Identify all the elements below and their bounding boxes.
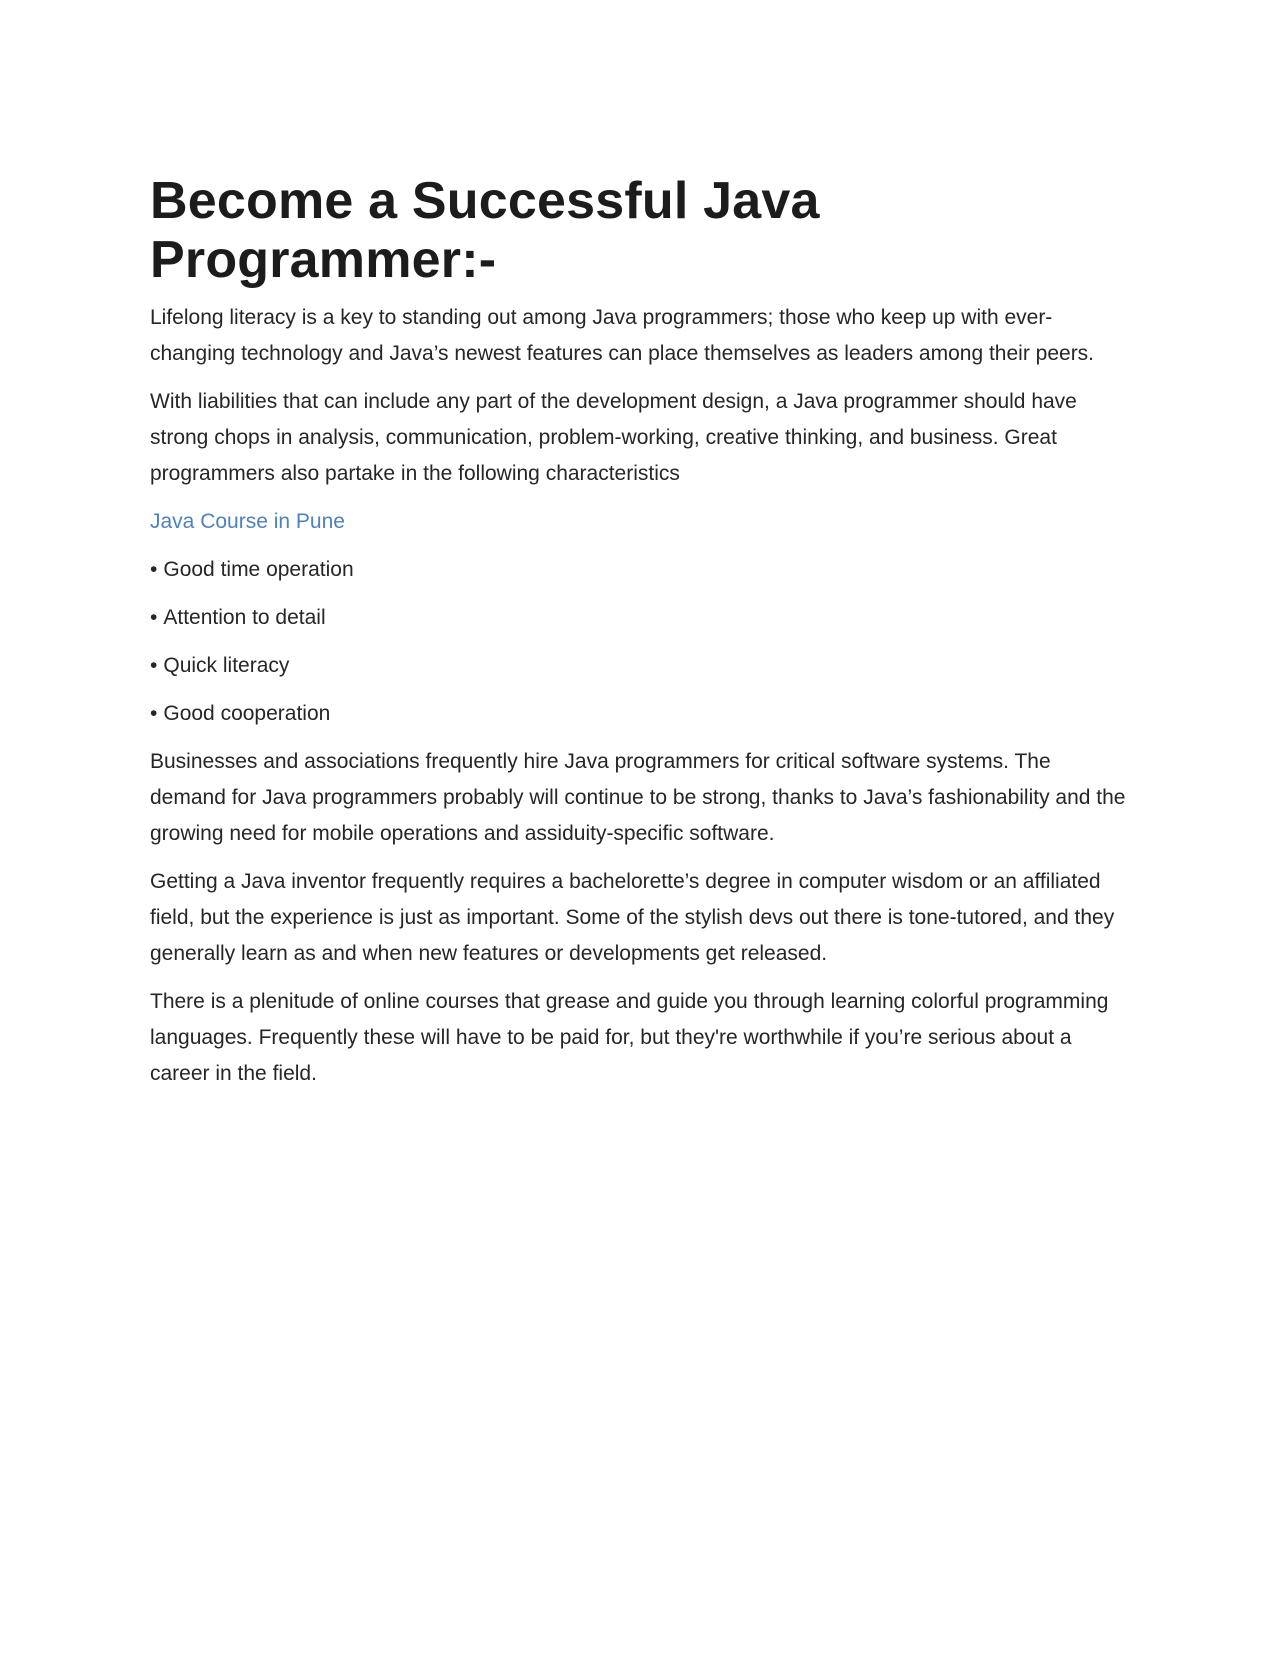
list-item — [150, 696, 1130, 732]
intro-paragraph-2: With liabilities that can include any part of the development design, a Java programmer should have strong chops in analysis, communication, problem-working, creative thinking, and business. Great programmers also partake in the following characteristics — [150, 390, 1077, 485]
bullet-icon: • — [150, 702, 158, 725]
list-item — [150, 552, 1130, 588]
java-course-link[interactable]: Java Course in Pune — [150, 510, 345, 533]
page-title: Become a Successful Java Programmer:- — [150, 172, 820, 289]
document-page — [150, 172, 1130, 1104]
bullet-icon: • — [150, 558, 158, 581]
list-item — [150, 648, 1130, 684]
intro-paragraph-1: Lifelong literacy is a key to standing out among Java programmers; those who keep up with ever-changing technology and Java’s newest features can place themselves as leaders among their peers. — [150, 306, 1095, 365]
bullet-icon: • — [150, 654, 158, 677]
list-item — [150, 600, 1130, 636]
outro-paragraph-2: Getting a Java inventor frequently requires a bachelorette’s degree in computer wisdom or an affiliated field, but the experience is just as important. Some of the stylish devs out there is tone-tutored, and they generally learn as and when new features or developments get released. — [150, 870, 1115, 965]
characteristics-list — [150, 552, 1130, 732]
list-item-text: Good cooperation — [163, 702, 331, 725]
bullet-icon: • — [150, 606, 158, 629]
outro-paragraph-1: Businesses and associations frequently hire Java programmers for critical software systems. The demand for Java programmers probably will continue to be strong, thanks to Java’s fashionability and the growing need for mobile operations and assiduity-specific software. — [150, 750, 1126, 845]
list-item-text: Attention to detail — [163, 606, 326, 629]
list-item-text: Quick literacy — [163, 654, 290, 677]
outro-paragraph-3: There is a plenitude of online courses that grease and guide you through learning colorful programming languages. Frequently these will have to be paid for, but they're worthwhile if you’re serious about a career in the field. — [150, 990, 1109, 1085]
list-item-text: Good time operation — [163, 558, 354, 581]
